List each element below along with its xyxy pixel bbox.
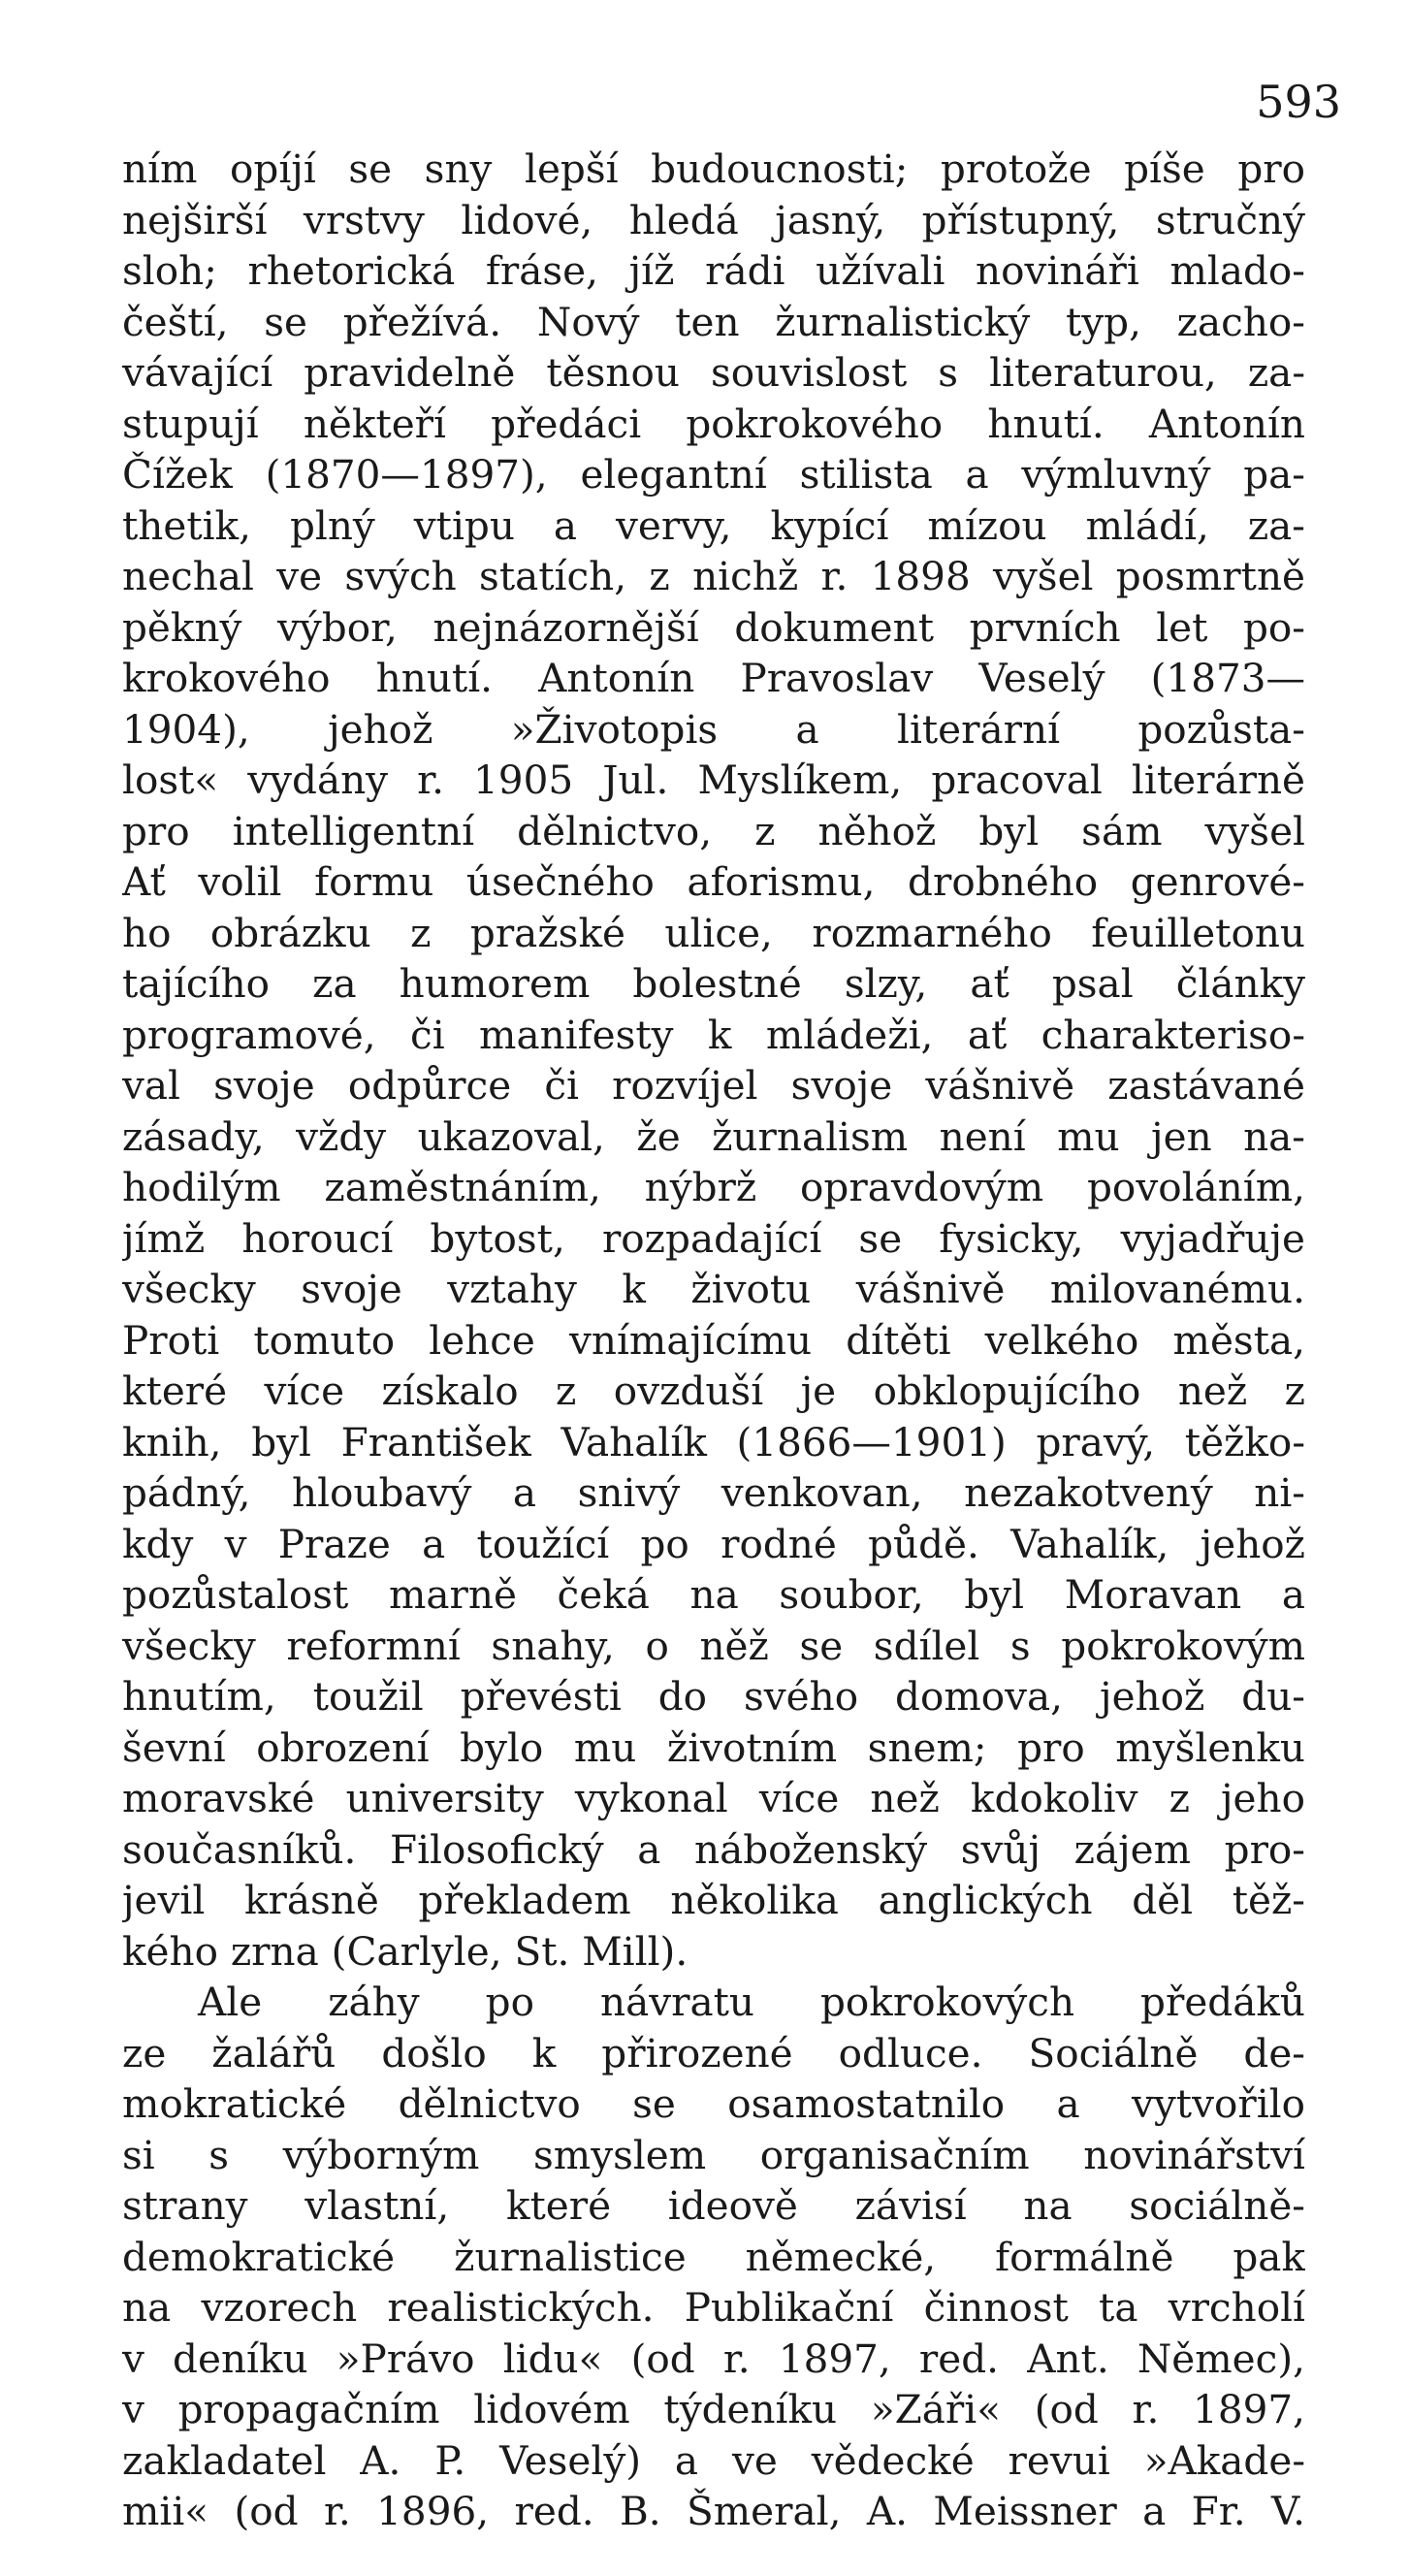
text-line: zásady, vždy ukazoval, že žurnalism není mu jen na-: [122, 1112, 1305, 1160]
page-number: 593: [1256, 76, 1341, 128]
text-line: ním opíjí se sny lepší budoucnosti; protože píše pro: [122, 145, 1305, 192]
text-line: lost« vydány r. 1905 Jul. Myslíkem, pracoval literárně: [122, 757, 1305, 803]
text-line: Ať volil formu úsečného aforismu, drobného genrové-: [122, 858, 1305, 905]
text-line: současníků. Filosofický a náboženský svůj zájem pro-: [122, 1825, 1305, 1873]
text-line: mokratické dělnictvo se osamostatnilo a vytvořilo: [122, 2080, 1305, 2127]
paragraph-1: [122, 144, 1305, 1977]
text-body: [122, 144, 1305, 2537]
text-line: v deníku »Právo lidu« (od r. 1897, red. Ant. Němec),: [122, 2334, 1305, 2382]
text-line: sloh; rhetorická fráse, jíž rádi užívali novináři mlado-: [122, 247, 1305, 294]
text-line: pozůstalost marně čeká na soubor, byl Moravan a: [122, 1571, 1305, 1618]
text-line: ševní obrození bylo mu životním snem; pro myšlenku: [122, 1723, 1305, 1771]
text-line: knih, byl František Vahalík (1866—1901) pravý, těžko-: [122, 1418, 1305, 1465]
text-line: všecky svoje vztahy k životu vášnivě milovanému.: [122, 1266, 1305, 1312]
text-line: val svoje odpůrce či rozvíjel svoje vášnivě zastávané: [122, 1062, 1305, 1109]
text-line: Čížek (1870—1897), elegantní stilista a výmluvný pa-: [122, 451, 1305, 498]
text-line: ze žalářů došlo k přirozené odluce. Sociálně de-: [122, 2029, 1305, 2077]
text-line: moravské university vykonal více než kdokoliv z jeho: [122, 1775, 1305, 1821]
text-line: nejširší vrstvy lidové, hledá jasný, přístupný, stručný: [122, 196, 1305, 243]
text-line: všecky reformní snahy, o něž se sdílel s pokrokovým: [122, 1622, 1305, 1669]
text-line: kého zrna (Carlyle, St. Mill).: [122, 1927, 688, 1975]
text-line: pěkný výbor, nejnázornější dokument prvních let po-: [122, 603, 1305, 651]
text-line: pro intelligentní dělnictvo, z něhož byl sám vyšel: [122, 807, 1305, 854]
text-line: Proti tomuto lehce vnímajícímu dítěti velkého města,: [122, 1316, 1305, 1364]
text-line: které více získalo z ovzduší je obklopujícího než z: [122, 1368, 1305, 1414]
text-line: pádný, hloubavý a snivý venkovan, nezakotvený ni-: [122, 1469, 1305, 1516]
text-line: tajícího za humorem bolestné slzy, ať psal články: [122, 960, 1305, 1007]
text-line: programové, či manifesty k mládeži, ať charakteriso-: [122, 1011, 1305, 1058]
text-line: hodilým zaměstnáním, nýbrž opravdovým povoláním,: [122, 1164, 1305, 1210]
text-line: jímž horoucí bytost, rozpadající se fysicky, vyjadřuje: [122, 1214, 1305, 1262]
text-line: stupují někteří předáci pokrokového hnutí. Antonín: [122, 400, 1305, 447]
text-line: na vzorech realistických. Publikační činnost ta vrcholí: [122, 2284, 1305, 2331]
text-line: thetik, plný vtipu a vervy, kypící mízou mládí, za-: [122, 501, 1305, 549]
text-line: demokratické žurnalistice německé, formálně pak: [122, 2233, 1305, 2280]
text-line: zakladatel A. P. Veselý) a ve vědecké revui »Akade-: [122, 2436, 1305, 2484]
text-line: čeští, se přežívá. Nový ten žurnalistický typ, zacho-: [122, 298, 1305, 345]
text-line: kdy v Praze a toužící po rodné půdě. Vahalík, jehož: [122, 1520, 1305, 1567]
text-line: mii« (od r. 1896, red. B. Šmeral, A. Meissner a Fr. V.: [122, 2488, 1305, 2534]
text-line: Ale záhy po návratu pokrokových předáků: [198, 1979, 1305, 2025]
text-line: jevil krásně překladem několika anglických děl těž-: [122, 1877, 1305, 1923]
text-line: v propagačním lidovém týdeníku »Záři« (od r. 1897,: [122, 2386, 1305, 2432]
text-line: strany vlastní, které ideově závisí na sociálně-: [122, 2182, 1305, 2229]
text-line: nechal ve svých statích, z nichž r. 1898 vyšel posmrtně: [122, 553, 1305, 599]
paragraph-2: [122, 1977, 1305, 2537]
text-line: si s výborným smyslem organisačním novinářství: [122, 2131, 1305, 2178]
text-line: ho obrázku z pražské ulice, rozmarného feuilletonu: [122, 909, 1305, 956]
text-line: hnutím, toužil převésti do svého domova, jehož du-: [122, 1673, 1305, 1720]
text-line: vávající pravidelně těsnou souvislost s literaturou, za-: [122, 349, 1305, 396]
text-line: 1904), jehož »Životopis a literární pozůsta-: [122, 705, 1305, 753]
text-line: krokového hnutí. Antonín Pravoslav Veselý (1873—: [122, 655, 1305, 701]
